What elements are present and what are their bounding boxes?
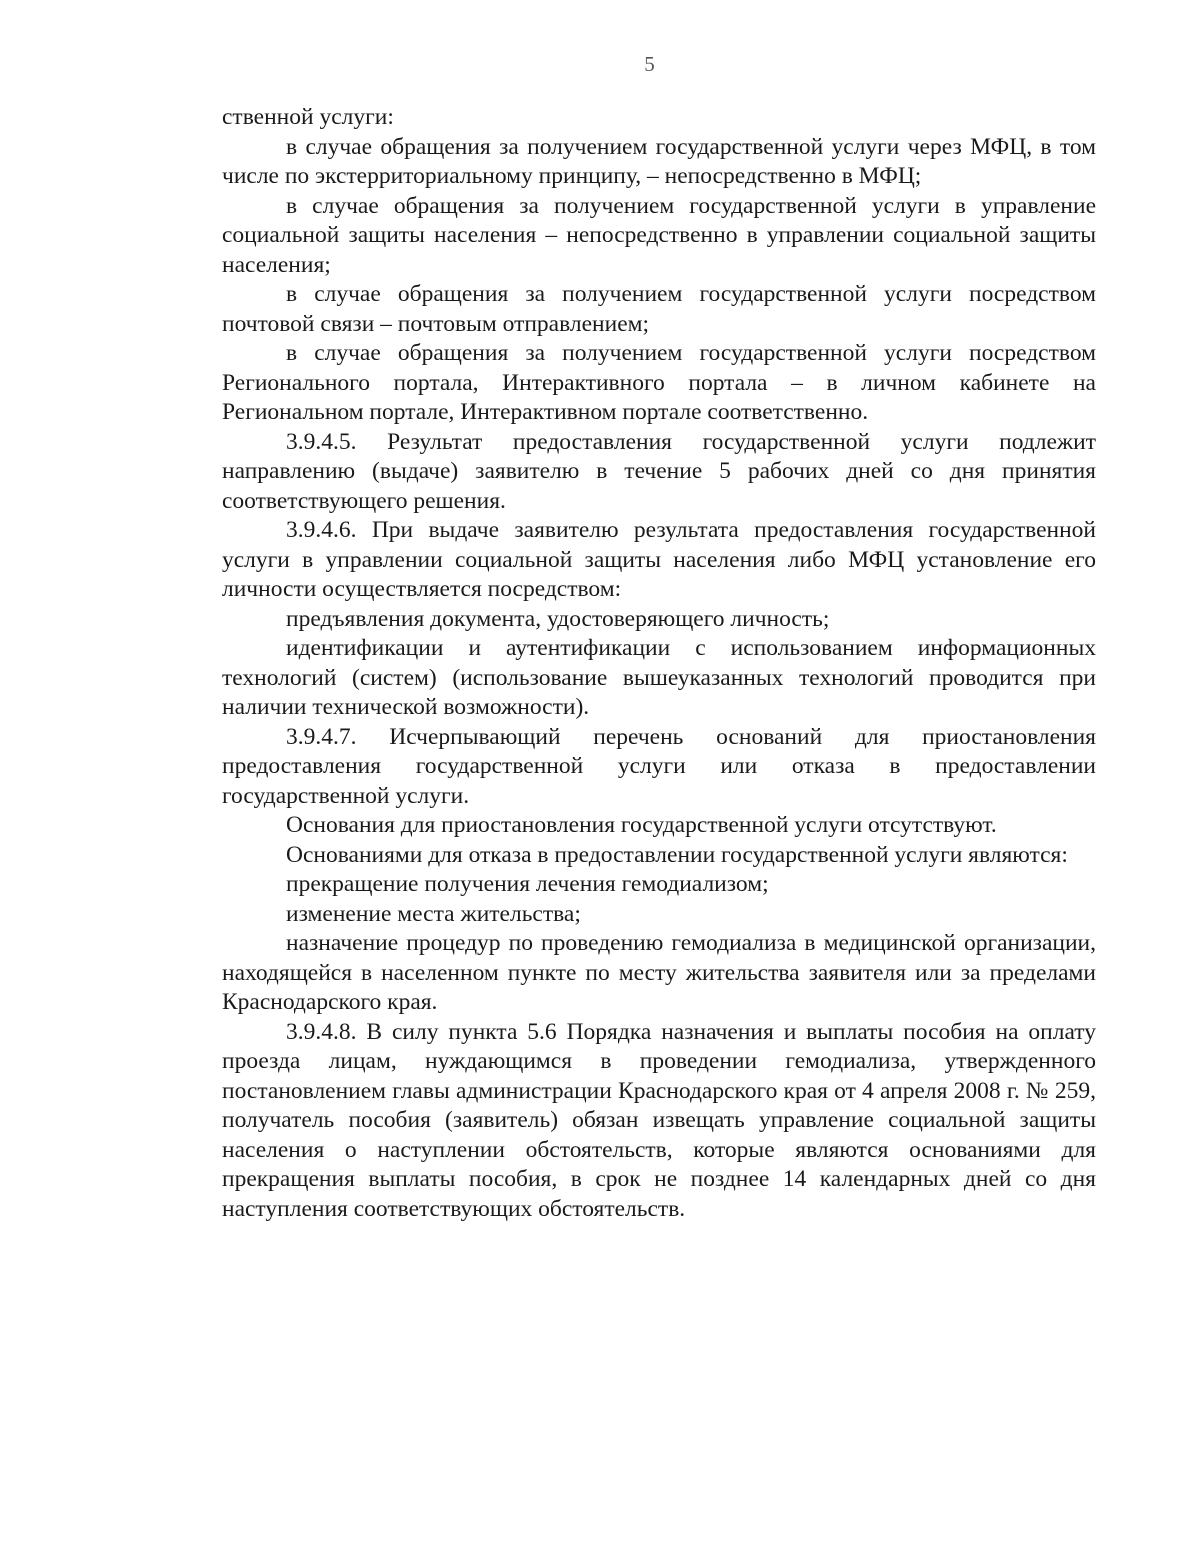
paragraph: идентификации и аутентификации с использованием информационных технологий (систем) (использование вышеуказанных технологий проводится при наличии технической возможности). (222, 635, 1096, 720)
paragraph: в случае обращения за получением государственной услуги посредством почтовой связи – почтовым отправлением; (222, 281, 1096, 337)
paragraph: предъявления документа, удостоверяющего личность; (286, 605, 830, 632)
paragraph: 3.9.4.5. Результат предоставления государственной услуги подлежит направлению (выдаче) заявителю в течение 5 рабочих дней со дня принятия соответствующего решения. (222, 428, 1096, 514)
paragraph: в случае обращения за получением государственной услуги через МФЦ, в том числе по экстерриториальному принципу, – непосредственно в МФЦ; (222, 133, 1096, 189)
page-number: 5 (644, 52, 656, 76)
paragraph: изменение места жительства; (286, 900, 581, 927)
document-body (222, 103, 1096, 1224)
paragraph: в случае обращения за получением государственной услуги в управление социальной защиты населения – непосредственно в управлении социальной защиты населения; (222, 192, 1096, 278)
paragraph: Основаниями для отказа в предоставлении государственной услуги являются: (286, 841, 1068, 868)
paragraph: 3.9.4.6. При выдаче заявителю результата предоставления государственной услуги в управлении социальной защиты населения либо МФЦ установление его личности осуществляется посредством: (222, 517, 1096, 602)
paragraph: назначение процедур по проведению гемодиализа в медицинской организации, находящейся в населенном пункте по месту жительства заявителя или за пределами Краснодарского края. (222, 930, 1096, 1015)
paragraph: Основания для приостановления государственной услуги отсутствуют. (286, 812, 997, 838)
paragraph: в случае обращения за получением государственной услуги посредством Регионального портала, Интерактивного портала – в личном кабинете на Региональном портале, Интерактивном портале соответственно. (222, 340, 1096, 425)
paragraph: 3.9.4.8. В силу пункта 5.6 Порядка назначения и выплаты пособия на оплату проезда лицам, нуждающимся в проведении гемодиализа, утвержденного постановлением главы администрации Краснодарского края от 4 апреля 2008 г. № 259, получатель пособия (заявитель) обязан извещать управление социальной защиты населения о наступлении обстоятельств, которые являются основаниями для прекращения выплаты пособия, в срок не позднее 14 календарных дней со дня наступления соответствующих обстоятельств. (222, 1018, 1096, 1222)
paragraph: прекращение получения лечения гемодиализом; (286, 871, 769, 897)
paragraph: ственной услуги: (222, 104, 394, 130)
paragraph: 3.9.4.7. Исчерпывающий перечень оснований для приостановления предоставления государственной услуги или отказа в предоставлении государственной услуги. (222, 723, 1096, 809)
